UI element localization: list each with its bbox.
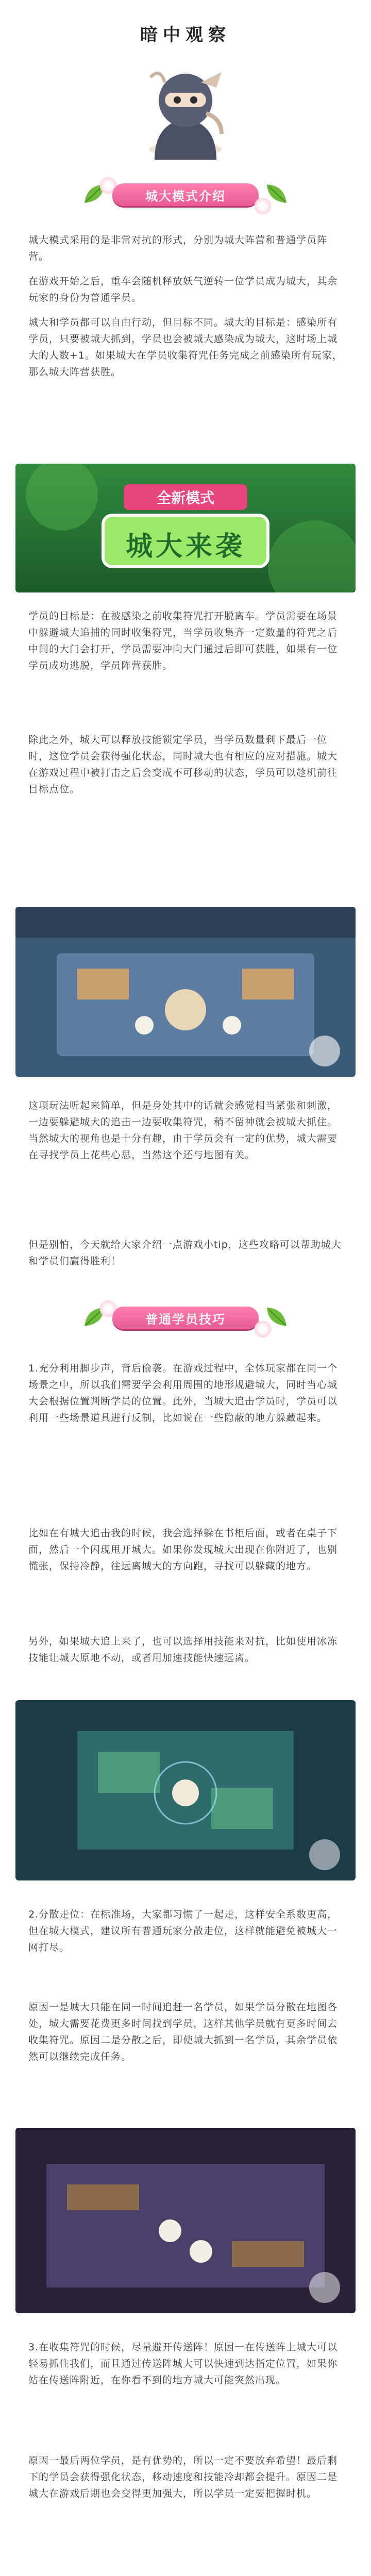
banner-title-line2: 城大来袭 xyxy=(125,531,245,562)
banner-title-line1: 全新模式 xyxy=(156,489,214,506)
mode-banner-image xyxy=(15,464,356,592)
game-screenshot xyxy=(15,907,356,1077)
game-screenshot xyxy=(15,2128,356,2313)
paragraph: 城大模式采用的是非常对抗的形式，分别为城大阵营和普通学员阵营。 xyxy=(28,234,328,262)
section-heading-text: 普通学员技巧 xyxy=(145,1312,226,1327)
paragraph: 城大和学员都可以自由行动，但目标不同。城大的目标是：感染所有学员，只要被城大抓到，学员也会被城大感染成为城大，这时场上城大的人数+1。如果城大在学员收集符咒任务完成之前感染所有玩家，那么城大阵营获胜。 xyxy=(28,317,343,378)
paragraph: 但是别怕，今天就给大家介绍一点游戏小tip，这些攻略可以帮助城大和学员们赢得胜利！ xyxy=(28,1239,342,1267)
paragraph: 在游戏开始之后，重车会随机释放妖气逆转一位学员成为城大，其余玩家的身份为普通学员。 xyxy=(28,276,338,303)
section-heading-text: 城大模式介绍 xyxy=(145,189,226,204)
ninja-icon xyxy=(144,57,227,160)
header xyxy=(0,0,371,170)
paragraph: 原因一是城大只能在同一时间追赶一名学员，如果学员分散在地图各处，城大需要花费更多时间找到学员，这样其他学员就有更多时间去收集符咒。原因二是分散之后，即使城大抓到一名学员，其余学员依然可以继续完成任务。 xyxy=(28,2002,338,2062)
leaf-icon xyxy=(265,1306,289,1329)
paragraph: 原因一最后两位学员，是有优势的，所以一定不要放弃希望！最后剩下的学员会获得强化状态，移动速度和技能冷却都会提升。原因二是城大在游戏后期也会变得更加强大，所以学员一定要把握时机。 xyxy=(28,2455,338,2499)
leaf-icon xyxy=(265,182,289,206)
section-heading-student-tips xyxy=(82,1298,289,1345)
paragraph: 这项玩法听起来简单，但是身处其中的话就会感觉相当紧张和刺激，一边要躲避城大的追击一边要收集符咒，稍不留神就会被城大抓住。当然城大的视角也是十分有趣，由于学员会有一定的优势，城大需要在寻找学员上花些心思，当然这个还与地图有关。 xyxy=(28,1100,338,1161)
game-screenshot xyxy=(15,1700,356,1880)
paragraph: 比如在有城大追击我的时候，我会选择躲在书柜后面，或者在桌子下面，然后一个闪现甩开城大。如果你发现城大出现在你附近了，也别慌张，保持冷静，往远离城大的方向跑，寻找可以躲藏的地方。 xyxy=(28,1528,338,1572)
paragraph: 另外，如果城大追上来了，也可以选择用技能来对抗，比如使用冰冻技能让城大原地不动，或者用加速技能快速远离。 xyxy=(28,1636,338,1664)
section-heading-mode-intro xyxy=(82,175,289,222)
paragraph: 除此之外，城大可以释放技能锁定学员，当学员数量剩下最后一位时，这位学员会获得强化状态，同时城大也有相应的应对措施。城大在游戏过程中被打击之后会变成不可移动的状态，学员可以趁机前往目标点位。 xyxy=(28,734,338,795)
paragraph: 学员的目标是：在被感染之前收集符咒打开脱离车。学员需要在场景中躲避城大追捕的同时收集符咒，当学员收集齐一定数量的符咒之后中间的大门会打开，学员需要冲向大门通过后即可获胜，如果有一位学员成功逃脱，学员阵营获胜。 xyxy=(28,611,338,671)
paragraph: 1.充分利用脚步声，背后偷袭。在游戏过程中，全体玩家都在同一个场景之中，所以我们需要学会利用周围的地形规避城大，同时当心城大会根据位置判断学员的位置。此外，当城大追击学员时，学员可以利用一些场景道具进行反制，比如说在一些隐蔽的地方躲藏起来。 xyxy=(28,1363,338,1423)
paragraph: 2.分散走位：在标准场，大家都习惯了一起走，这样安全系数更高，但在城大模式，建议所有普通玩家分散走位，这样就能避免被城大一网打尽。 xyxy=(28,1909,338,1953)
paragraph: 3.在收集符咒的时候，尽量避开传送阵！原因一在传送阵上城大可以轻易抓住我们，而且通过传送阵城大可以快速到达指定位置，如果你站在传送阵附近，在你看不到的地方城大可能突然出现。 xyxy=(28,2342,338,2386)
page-title: 暗中观察 xyxy=(140,26,231,45)
